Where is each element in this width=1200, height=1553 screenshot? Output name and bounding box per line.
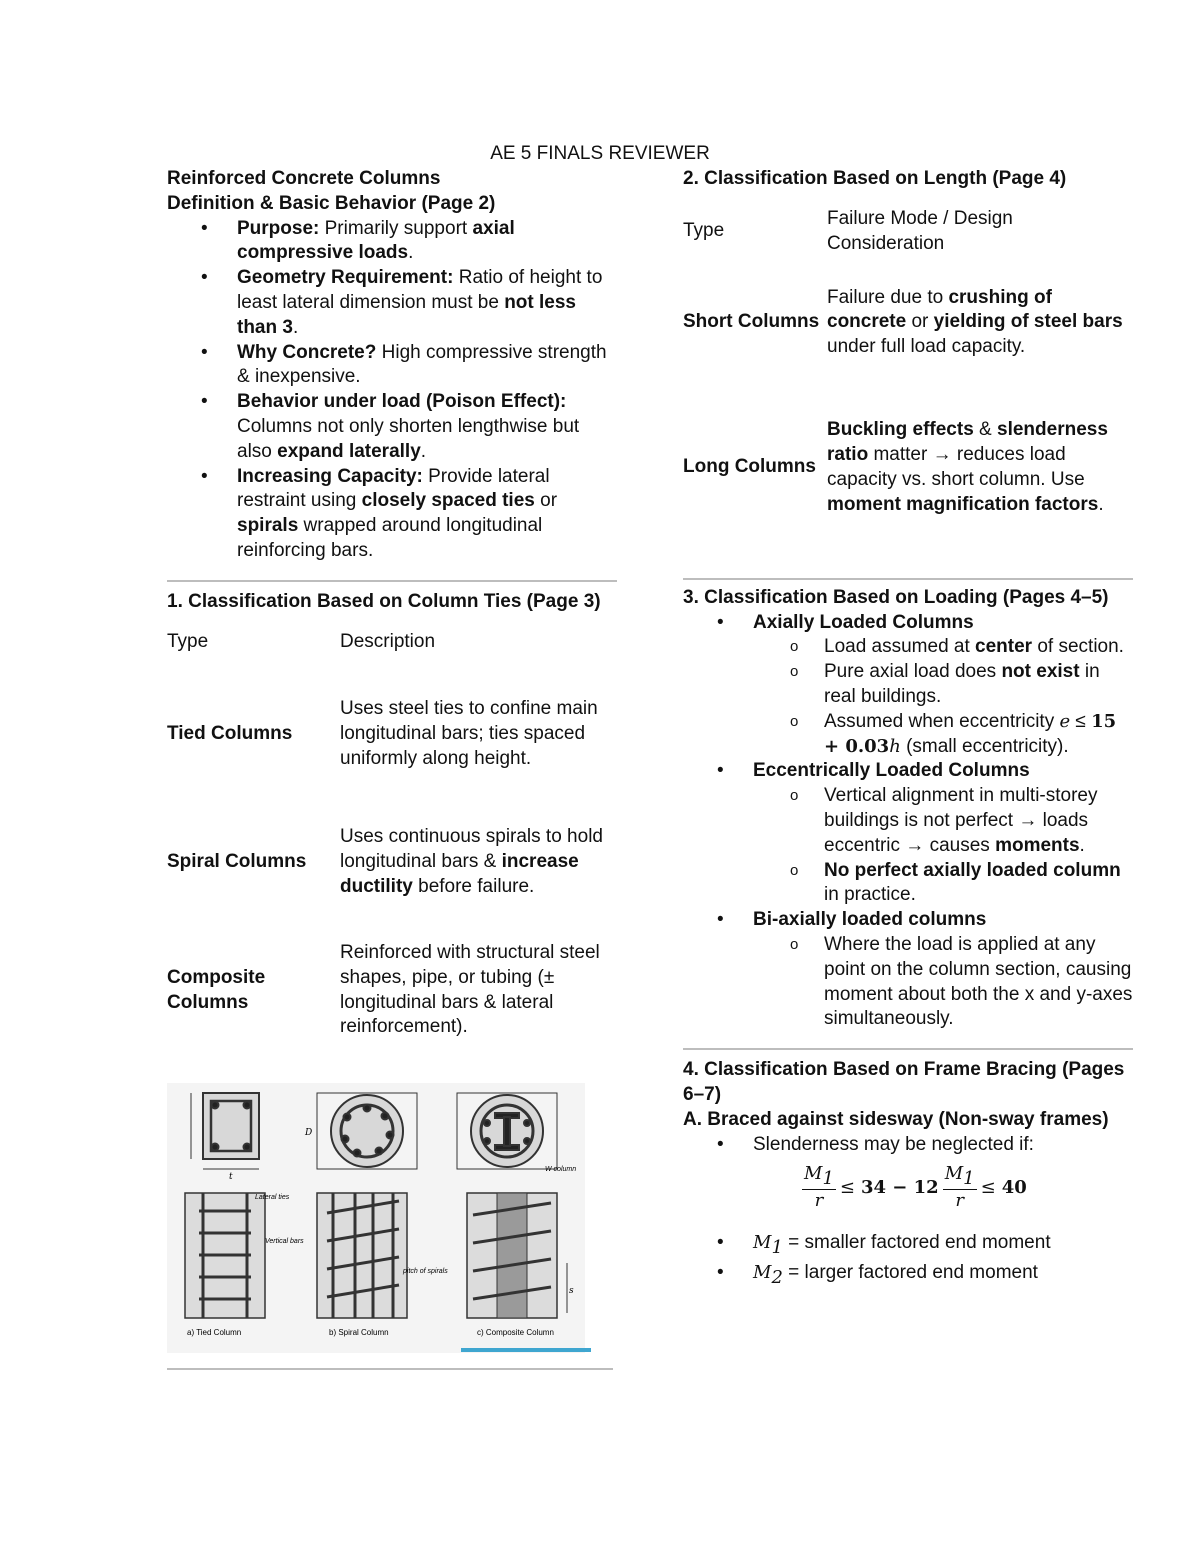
list-item: • Slenderness may be neglected if: bbox=[683, 1133, 1133, 1158]
table-cell-description: Uses steel ties to confine main longitudinal bars; ties spaced uniformly along height. bbox=[340, 698, 598, 769]
loading-list bbox=[683, 611, 1133, 1033]
table-header-description: Description bbox=[340, 631, 436, 653]
divider bbox=[683, 1048, 1133, 1050]
page-title: AE 5 FINALS REVIEWER bbox=[490, 143, 710, 164]
table-header-type: Type bbox=[167, 631, 209, 653]
caption-tied: a) Tied Column bbox=[187, 1327, 242, 1337]
definition-list bbox=[167, 217, 617, 564]
bracing-heading: 4. Classification Based on Frame Bracing (Pages 6–7) bbox=[683, 1059, 1125, 1105]
dim-t-label: t bbox=[229, 1171, 233, 1182]
table-cell-description: Buckling effects & slenderness ratio matter → reduces load capacity vs. short column. Use moment magnification factors. bbox=[827, 419, 1108, 515]
caption-composite: c) Composite Column bbox=[477, 1327, 554, 1337]
table-cell-description: Reinforced with structural steel shapes, pipe, or tubing (± longitudinal bars & lateral reinforcement). bbox=[340, 941, 600, 1038]
table-header-type: Type bbox=[683, 220, 725, 242]
ties-heading: 1. Classification Based on Column Ties (Page 3) bbox=[167, 590, 601, 612]
table-cell-type: Composite Columns bbox=[167, 966, 266, 1013]
column-types-figure bbox=[167, 1083, 617, 1368]
table-cell-type: Tied Columns bbox=[167, 723, 293, 745]
sub-list bbox=[753, 933, 1133, 1032]
table-cell-description: Uses continuous spirals to hold longitudinal bars & increase ductility before failure. bbox=[340, 826, 603, 897]
slenderness-formula: $\frac{M_1}{r}$ ≤ 34 − 12 $\frac{M_1}{r}$ ≤ 40 bbox=[804, 1163, 1027, 1212]
list-item: • Eccentrically Loaded Columns o Vertical alignment in multi-storey buildings is not perfect → loads eccentric → causes moments. o No perfect axially loaded column in practice. bbox=[683, 759, 1133, 908]
dim-s-label: s bbox=[569, 1285, 574, 1296]
list-item: • Purpose: Primarily support axial compressive loads. bbox=[167, 217, 617, 267]
section-heading: Reinforced Concrete Columns bbox=[167, 168, 441, 189]
bracing-list bbox=[683, 1133, 1133, 1158]
vertical-bars-label: Vertical bars bbox=[265, 1237, 304, 1245]
table-cell-type: Long Columns bbox=[683, 456, 816, 478]
left-column bbox=[167, 167, 617, 1370]
loading-heading: 3. Classification Based on Loading (Pages 4–5) bbox=[683, 586, 1109, 608]
sub-list bbox=[753, 635, 1133, 759]
dim-d-label: D bbox=[305, 1127, 313, 1138]
list-item: o No perfect axially loaded column in practice. bbox=[753, 859, 1133, 909]
w-column-label: W column bbox=[545, 1165, 577, 1173]
list-item: o Vertical alignment in multi-storey buildings is not perfect → loads eccentric → causes moments. bbox=[753, 784, 1133, 858]
divider bbox=[683, 578, 1133, 580]
pitch-label: pitch of spirals bbox=[403, 1267, 448, 1275]
table-cell-type: Spiral Columns bbox=[167, 851, 307, 873]
list-item: o Pure axial load does not exist in real buildings. bbox=[753, 660, 1133, 710]
list-item: • Increasing Capacity: Provide lateral restraint using closely spaced ties or spirals wrapped around longitudinal reinforcing bars. bbox=[167, 465, 617, 564]
list-item: • Axially Loaded Columns o Load assumed at center of section. o Pure axial load does not exist in real buildings. o Assumed when eccentricity e ≤ 15 + 0.03h (small eccentricity). bbox=[683, 611, 1133, 760]
composite-column-elevation bbox=[467, 1193, 567, 1318]
list-item: o Assumed when eccentricity e ≤ 15 + 0.03h (small eccentricity). bbox=[753, 710, 1133, 760]
lateral-ties-label: Lateral ties bbox=[255, 1193, 290, 1201]
moment-definitions bbox=[683, 1231, 1133, 1290]
section-subheading: Definition & Basic Behavior (Page 2) bbox=[167, 192, 496, 214]
spiral-column-elevation bbox=[317, 1193, 407, 1318]
list-item: • Why Concrete? High compressive strength & inexpensive. bbox=[167, 341, 617, 391]
list-item: • Geometry Requirement: Ratio of height to least lateral dimension must be not less than 3. bbox=[167, 266, 617, 340]
braced-heading: A. Braced against sidesway (Non-sway frames) bbox=[683, 1108, 1109, 1130]
table-cell-description: Failure due to crushing of concrete or yielding of steel bars under full load capacity. bbox=[827, 286, 1123, 358]
length-table bbox=[683, 192, 1133, 562]
list-item: o Where the load is applied at any point on the column section, causing moment about both the x and y-axes simultaneously. bbox=[753, 933, 1133, 1032]
divider bbox=[167, 580, 617, 582]
list-item: • $M_1$ = smaller factored end moment bbox=[683, 1231, 1133, 1261]
ties-table bbox=[167, 615, 617, 1055]
table-header-failure-mode: Failure Mode / Design Consideration bbox=[827, 208, 1013, 254]
divider bbox=[167, 1368, 613, 1370]
sub-list bbox=[753, 784, 1133, 908]
tied-column-elevation bbox=[185, 1193, 265, 1318]
length-heading: 2. Classification Based on Length (Page 4) bbox=[683, 168, 1067, 189]
right-column bbox=[683, 167, 1133, 1291]
list-item: • Behavior under load (Poison Effect): Columns not only shorten lengthwise but also expand laterally. bbox=[167, 390, 617, 464]
table-cell-type: Short Columns bbox=[683, 311, 820, 333]
caption-spiral: b) Spiral Column bbox=[329, 1327, 389, 1337]
list-item: o Load assumed at center of section. bbox=[753, 635, 1133, 660]
list-item: • Bi-axially loaded columns o Where the load is applied at any point on the column section, causing moment about both the x and y-axes simultaneously. bbox=[683, 908, 1133, 1032]
list-item: • $M_2$ = larger factored end moment bbox=[683, 1261, 1133, 1291]
